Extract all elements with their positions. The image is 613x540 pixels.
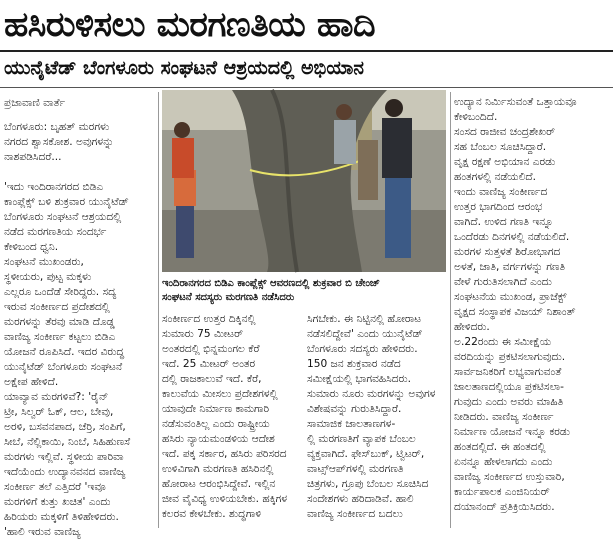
article-line: ಎಲ್ಲರೂ ಒಂದೆಡೆ ಸೇರಿದ್ದರು. ಸದ್ಯ	[4, 286, 117, 298]
subheadline: ಯುನೈಟೆಡ್ ಬೆಂಗಳೂರು ಸಂಘಟನೆ ಆಶ್ರಯದಲ್ಲಿ ಅಭಿಯಾನ	[4, 57, 364, 79]
article-line: ಉತ್ತರ ಭಾಗದಿಂದ ಆರಂಭ	[454, 201, 543, 213]
article-line: ವೇಳೆ ಗುರುತಿಸಲಾಗಿದೆ ಎಂದು	[454, 276, 552, 288]
article-line: ನಡೆದ ಮರಗಣತಿಯ ಸಂದರ್ಭ	[4, 226, 107, 238]
article-line: 'ಹಾಲಿ ಇರುವ ವಾಣಿಜ್ಯ	[4, 526, 81, 538]
article-line: ಜೀವ ವೈವಿಧ್ಯ ಉಳಿಯಬೇಕು. ಹಕ್ಕಿಗಳ	[162, 493, 288, 505]
article-line: ವಾಣಿಜ್ಯ ಸಂಕೀರ್ಣ ಕಟ್ಟಲು ಬಿಡಿಎ	[4, 331, 116, 343]
article-line: ಯಾವ್ಯಾವ ಮರಗಳಿವೆ?: 'ರೈನ್	[4, 391, 109, 403]
subheadline-divider	[0, 87, 613, 88]
article-line: ಯೋಜನೆ ರೂಪಿಸಿದೆ. ಇದರ ವಿರುದ್ಧ	[4, 346, 125, 358]
article-line: ಕಾರ್ಯಪಾಲಕ ಎಂಜಿನಿಯರ್	[454, 486, 550, 498]
article-line: ನಿರ್ಮಾಣ ಯೋಜನೆ ಇನ್ನೂ ಕರಡು	[454, 426, 571, 438]
article-column-3	[307, 312, 447, 527]
article-line: ಹೋರಾಟ ಆರಂಭಿಸಿದ್ದೇವೆ. ಇಲ್ಲಿನ	[162, 478, 276, 490]
article-line: ಸಂಘಟನೆಯ ಮುಖಂಡ, ಪ್ರಾಜೆಕ್ಟ್	[454, 291, 567, 303]
article-line: ಅಂತರದಲ್ಲಿ ಭಿನ್ನಮಂಗಲ ಕೆರೆ	[162, 343, 260, 355]
column-divider	[158, 92, 159, 528]
article-line: ಸಂಕೀರ್ಣ ತಲೆ ಎತ್ತಿದರೆ 'ಇವೂ	[4, 481, 106, 493]
tree-measurement-photo	[162, 90, 446, 272]
article-line: ಏನನ್ನೂ ಹೇಳಲಾಗದು ಎಂದು	[454, 456, 553, 468]
article-line: ಕಲರವ ಕೇಳಬೇಕು. ಶುದ್ಧಗಾಳಿ	[162, 508, 262, 520]
article-line: ವಾಗಿದೆ. ಉಳಿದ ಗಣತಿ ಇನ್ನೂ	[454, 216, 554, 228]
article-line: ವಾಣಿಜ್ಯ ಸಂಕೀರ್ಣದ ಉಸ್ತುವಾರಿ,	[454, 471, 565, 483]
article-line: ಮರಗಳ ಸುತ್ತಳತೆ ಶಿರೋಭಾಗದ	[454, 246, 561, 258]
article-line: ಸಂಕೀರ್ಣದ ಉತ್ತರ ದಿಕ್ಕಿನಲ್ಲಿ	[162, 313, 256, 325]
article-line: ಹಸಿರು ನ್ಯಾಯಮಂಡಳಿಯ ಆದೇಶ	[162, 433, 275, 445]
article-line: ನೀಡಿದರು. ವಾಣಿಜ್ಯ ಸಂಕೀರ್ಣ	[454, 411, 554, 423]
caption-line-2: ಸಂಘಟನೆ ಸದಸ್ಯರು ಮರಗಣತಿ ನಡೆಸಿದರು	[162, 292, 295, 303]
article-line: ನಡೆಸುವಂತಿಲ್ಲ ಎಂದು ರಾಷ್ಟ್ರೀಯ	[162, 418, 270, 430]
article-line: ಟ್ರೀ, ಸಿಲ್ವರ್ ಓಕ್, ಆಲ, ಬೇವು,	[4, 406, 114, 418]
article-line: ಹೇಳಿದರು.	[454, 321, 490, 333]
article-line: ಹಂತದಲ್ಲಿದೆ. ಈ ಹಂತದಲ್ಲಿ	[454, 441, 546, 453]
article-line: ವಿಶೇಷವನ್ನು ಗುರುತಿಸಿದ್ದಾರೆ.	[307, 403, 402, 415]
article-line: ಯಾವುದೇ ನಿರ್ಮಾಣ ಕಾಮಗಾರಿ	[162, 403, 270, 415]
byline: ಪ್ರಜಾವಾಣಿ ವಾರ್ತೆ	[4, 97, 66, 109]
article-line: ಅ.22ರಂದು ಈ ಸಮೀಕ್ಷೆಯ	[454, 336, 552, 348]
article-line: ಸುಮಾರು 75 ಮೀಟರ್	[162, 328, 244, 340]
column-divider	[450, 92, 451, 528]
article-line: ಕೇಳಿಬಂದ ಧ್ವನಿ.	[4, 241, 59, 253]
article-line: 'ಇದು ಇಂದಿರಾನಗರದ ಬಿಡಿಎ	[4, 181, 104, 193]
article-photo	[162, 90, 446, 272]
article-line: ಉಳಿವಿಗಾಗಿ ಮರಗಣತಿ ಹಸಿರಿನಲ್ಲಿ	[162, 463, 274, 475]
article-line: ಸಾಮಾಜಿಕ ಜಾಲತಾಣಗಳ-	[307, 418, 396, 430]
article-line: ಇಂದು ವಾಣಿಜ್ಯ ಸಂಕೀರ್ಣದ	[454, 186, 548, 198]
article-line: ಅಳತೆ, ಜಾತಿ, ವರ್ಗಗಳನ್ನು ಗಣತಿ	[454, 261, 566, 273]
article-line: 150 ಜನ ಶುಕ್ರವಾರ ನಡೆದ	[307, 358, 401, 370]
article-line: ವೃಕ್ಷದ ಸಂಸ್ಥಾಪಕ ವಿಜಯ್ ನಿಶಾಂತ್	[454, 306, 576, 318]
article-column-2	[162, 312, 300, 527]
article-line: ಒಂದೆರಡು ದಿನಗಳಲ್ಲಿ ನಡೆಯಲಿದೆ.	[454, 231, 570, 243]
article-line: ಅರಳಿ, ಬಸವನಪಾದ, ಚೆರ್ರಿ, ಸಂಪಿಗೆ,	[4, 421, 126, 433]
article-line: ಇರುವ ಸಂಕೀರ್ಣದ ಪ್ರದೇಶದಲ್ಲಿ	[4, 301, 110, 313]
article-line: ವೃಕ್ಷ ರಕ್ಷಣೆ ಅಭಿಯಾನ ಎರಡು	[454, 156, 556, 168]
headline: ಹಸಿರುಳಿಸಲು ಮರಗಣತಿಯ ಹಾದಿ	[4, 5, 376, 45]
article-line: ನಾಶಪಡಿಸಿದರೆ...	[4, 151, 62, 163]
article-line: ಮರಗಳಿಗೆ ಕುತ್ತು ಖಚಿತ' ಎಂದು	[4, 496, 111, 508]
headline-divider	[0, 50, 613, 52]
article-line: ದಲ್ಲಿ ರಾಜಕಾಲುವೆ ಇದೆ. ಕೆರೆ,	[162, 373, 262, 385]
article-line: ಸುಮಾರು ನೂರು ಮರಗಳನ್ನು ಅವುಗಳ	[307, 388, 436, 400]
article-line: ಸಿಗಬೇಕು. ಈ ನಿಟ್ಟಿನಲ್ಲಿ ಹೋರಾಟ	[307, 313, 422, 325]
article-line: ಬೆಂಗಳೂರು ಸಂಘಟನೆ ಆಶ್ರಯದಲ್ಲಿ	[4, 211, 122, 223]
article-line: ನಗರದ ಶ್ವಾಸಕೋಶ. ಅವುಗಳನ್ನು	[4, 136, 114, 148]
article-line: ಸ್ಥಳೀಯರು, ಪುಟ್ಟ ಮಕ್ಕಳು	[4, 271, 92, 283]
article-line: ಹಿರಿಯರು ಮಕ್ಕಳಿಗೆ ತಿಳಿಹೇಳಿದರು.	[4, 511, 119, 523]
caption-line-1: ಇಂದಿರಾನಗರದ ಬಿಡಿಎ ಕಾಂಪ್ಲೆಕ್ಸ್ ಆವರಣದಲ್ಲಿ ಶುಕ್ರವಾರ ಬಿ ಚೇಂಜ್	[162, 278, 380, 289]
article-line: ಕಾಲುವೆಯ ಮೀಸಲು ಪ್ರದೇಶಗಳಲ್ಲಿ	[162, 388, 278, 400]
article-line: ವಾಟ್ಸ್‌ಆಪ್‌ಗಳಲ್ಲಿ ಮರಗಣತಿ	[307, 463, 404, 475]
article-column-1	[4, 120, 156, 538]
article-line: ವ್ಯಕ್ತವಾಗಿದೆ. ಫೇಸ್‌ಬುಕ್, ಟ್ವಿಟರ್,	[307, 448, 425, 460]
article-line: ಸೀಬೆ, ನೆಲ್ಲಿಕಾಯಿ, ನಿಂಬೆ, ಸಿಹಿಹುಣಸೆ	[4, 436, 131, 448]
article-line: ಜಾಲತಾಣದಲ್ಲಿಯೂ ಪ್ರಕಟಿಸಲಾ-	[454, 381, 564, 393]
article-line: ಗುವುದು ಎಂದು ಅವರು ಮಾಹಿತಿ	[454, 396, 564, 408]
article-line: ಇದೆಯೆಂದು ಉದ್ಯಾನವನದ ವಾಣಿಜ್ಯ	[4, 466, 126, 478]
article-line: ಚಿತ್ರಗಳು, ಗ್ರೂಪು ಬೆಂಬಲ ಸೂಚಿಸಿದ	[307, 478, 429, 490]
article-line: ಮರಗಳನ್ನು ತೆರವು ಮಾಡಿ ದೊಡ್ಡ	[4, 316, 115, 328]
article-line: ಉದ್ಯಾನ ನಿರ್ಮಿಸುವಂತೆ ಒತ್ತಾಯವೂ	[454, 96, 577, 108]
article-line: ಕಾಂಪ್ಲೆಕ್ಸ್ ಬಳಿ ಶುಕ್ರವಾರ ಯುನೈಟೆಡ್	[4, 196, 129, 208]
article-line: ಇದೆ. ಪಕ್ಕ ಸರ್ಕಾರ, ಹಸಿರು ಪರಿಸರದ	[162, 448, 287, 460]
article-line: ಅಕ್ಷೇಪ ಹೇಳಿದೆ.	[4, 376, 59, 388]
article-line: ವಾಣಿಜ್ಯ ಸಂಕೀರ್ಣದ ಬದಲು	[307, 508, 403, 520]
article-line	[4, 165, 156, 180]
article-line: ಕೇಳಿಬಂದಿದೆ.	[454, 111, 498, 123]
article-line: ಸಹ ಬೆಂಬಲ ಸೂಚಿಸಿದ್ದಾರೆ.	[454, 141, 547, 153]
article-line: ಹಂತಗಳಲ್ಲಿ ನಡೆಯಲಿದೆ.	[454, 171, 536, 183]
article-line: ಸಂದೇಶಗಳು ಹರಿದಾಡಿವೆ. ಹಾಲಿ	[307, 493, 414, 505]
article-line: ನಡೆಸಲಿದ್ದೇವೆ' ಎಂದು ಯುನೈಟೆಡ್	[307, 328, 423, 340]
article-line: ಬೆಂಗಳೂರು: ಬೃಹತ್ ಮರಗಳು	[4, 121, 110, 133]
article-line: ವರದಿಯನ್ನು ಪ್ರಕಟಿಸಲಾಗುವುದು.	[454, 351, 566, 363]
article-line: ಬೆಂಗಳೂರು ಸದಸ್ಯರು ಹೇಳಿದರು.	[307, 343, 418, 355]
article-line: ಸಂಘಟನೆ ಮುಖಂಡರು,	[4, 256, 84, 268]
article-line: ಸಂಸದ ರಾಜೀವ ಚಂದ್ರಶೇಖರ್	[454, 126, 556, 138]
article-line: ಇದೆ. 25 ಮೀಟರ್ ಅಂತರ	[162, 358, 256, 370]
photo-caption	[162, 277, 446, 307]
article-line: ಯುನೈಟೆಡ್ ಬೆಂಗಳೂರು ಸಂಘಟನೆ	[4, 361, 123, 373]
article-line: ಸಮೀಕ್ಷೆಯಲ್ಲಿ ಭಾಗವಹಿಸಿದರು.	[307, 373, 411, 385]
article-column-4	[454, 95, 609, 527]
article-line: ಮರಗಳು ಇಲ್ಲಿವೆ. ಸ್ಥಳೀಯ ಪಾರಿವಾ	[4, 451, 124, 463]
article-line: ಸಾರ್ವಜನಿಕರಿಗೆ ಲಭ್ಯವಾಗುವಂತೆ	[454, 366, 562, 378]
article-line: ದಯಾನಂದ್ ಪ್ರತಿಕ್ರಿಯಿಸಿದರು.	[454, 501, 555, 513]
article-line: ಲ್ಲಿ ಮರಗಣತಿಗೆ ವ್ಯಾಪಕ ಬೆಂಬಲ	[307, 433, 416, 445]
